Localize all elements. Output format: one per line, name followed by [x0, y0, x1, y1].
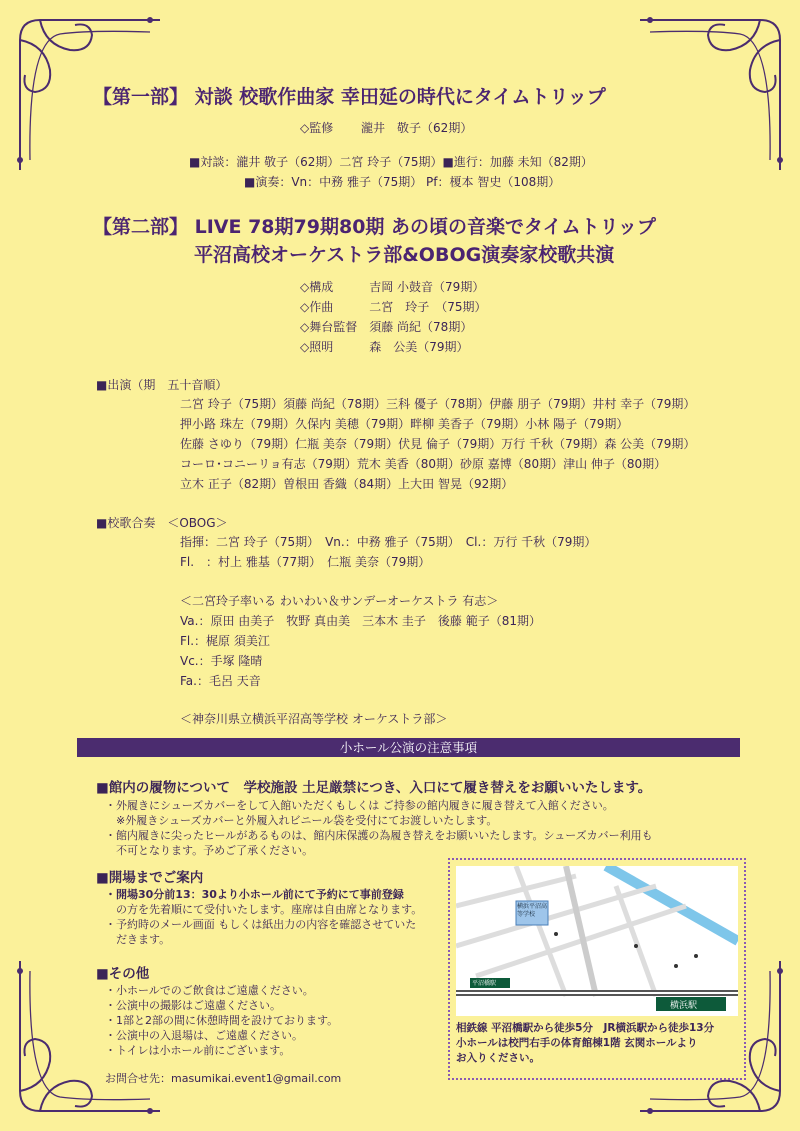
- map-caption: お入りください。: [456, 1052, 540, 1064]
- chorus-heading: ■校歌合奏 ＜OBOG＞: [96, 516, 228, 530]
- chorus-obog-line: 指揮：二宮 玲子（75期） Vn.：中務 雅子（75期） Cl.：万行 千秋（79期）: [180, 535, 597, 549]
- cast-line: 立木 正子（82期）曽根田 香織（84期）上大田 智晃（92期）: [180, 477, 514, 491]
- shoes-line: ※外履きシューズカバーと外履入れビニール袋を受付にてお渡しいたします。: [105, 814, 498, 827]
- shoes-heading: ■館内の履物について 学校施設 土足厳禁につき、入口にて履き替えをお願いいたします。: [96, 780, 652, 796]
- part1-title: 【第一部】 対談 校歌作曲家 幸田延の時代にタイムトリップ: [93, 86, 606, 108]
- notice-banner: 小ホール公演の注意事項: [77, 738, 740, 757]
- part1-supervisor: ◇監修 瀧井 敬子（62期）: [300, 121, 473, 135]
- orchestra-heading: ＜二宮玲子率いる わいわい＆サンデーオーケストラ 有志＞: [180, 594, 499, 608]
- shoes-line: ・外履きにシューズカバーをして入館いただくもしくは ご持参の館内履きに履き替えて入館ください。: [105, 799, 614, 812]
- open-line: ・開場30分前13：30より小ホール前にて予約にて事前登録: [105, 888, 404, 901]
- cast-line: 二宮 玲子（75期）須藤 尚紀（78期）三科 優子（78期）伊藤 朋子（79期）井村 幸子（79期）: [180, 397, 696, 411]
- orchestra-line: Vc.：手塚 隆晴: [180, 654, 263, 668]
- open-line: だきます。: [105, 933, 171, 946]
- orchestra-line: Va.：原田 由美子 牧野 真由美 三本木 圭子 後藤 範子（81期）: [180, 614, 541, 628]
- part2-title-line1: 【第二部】 LIVE 78期79期80期 あの頃の音楽でタイムトリップ: [93, 216, 656, 238]
- shoes-line: 不可となります。予めご了承ください。: [105, 844, 314, 857]
- part1-talk: ■対談：瀧井 敬子（62期）二宮 玲子（75期）■進行：加藤 未知（82期）: [189, 155, 593, 169]
- map-caption: 相鉄線 平沼橋駅から徒歩5分 JR横浜駅から徒歩13分: [456, 1022, 715, 1034]
- other-heading: ■その他: [96, 966, 150, 982]
- orchestra-line: Fa.：毛呂 天音: [180, 674, 261, 688]
- other-line: ・1部と2部の間に休憩時間を設けております。: [105, 1014, 339, 1027]
- part2-staff: ◇照明 森 公美（79期）: [300, 340, 469, 354]
- part2-title-line2: 平沼高校オーケストラ部&OBOG演奏家校歌共演: [194, 244, 615, 266]
- part2-staff: ◇舞台監督 須藤 尚紀（78期）: [300, 320, 473, 334]
- open-line: ・予約時のメール画面 もしくは紙出力の内容を確認させていた: [105, 918, 417, 931]
- open-heading: ■開場までご案内: [96, 870, 204, 886]
- map-school-label: 横浜平沼高等学校: [517, 903, 548, 918]
- access-map: [456, 866, 738, 1016]
- part1-perform: ■演奏：Vn：中務 雅子（75期） Pf：榎本 智史（108期）: [244, 175, 561, 189]
- chorus-obog-line: Fl. ：村上 雅基（77期） 仁瓶 美奈（79期）: [180, 555, 431, 569]
- access-map-box: [448, 858, 746, 1080]
- map-caption: 小ホールは校門右手の体育館棟1階 玄関ホールより: [456, 1037, 698, 1049]
- school-orchestra: ＜神奈川県立横浜平沼高等学校 オーケストラ部＞: [180, 712, 448, 726]
- contact-email[interactable]: お問合せ先：masumikai.event1@gmail.com: [105, 1072, 342, 1085]
- orchestra-line: Fl.：梶原 須美江: [180, 634, 270, 648]
- corner-ornament-top-right-icon: [630, 0, 800, 180]
- other-line: ・小ホールでのご飲食はご遠慮ください。: [105, 984, 314, 997]
- cast-heading: ■出演（期 五十音順）: [96, 378, 228, 392]
- cast-line: 押小路 珠左（79期）久保内 美穂（79期）畔柳 美香子（79期）小林 陽子（79期）: [180, 417, 629, 431]
- cast-line: コーロ･コニーリョ有志（79期）荒木 美香（80期）砂原 嘉博（80期）津山 伸子（80期）: [180, 457, 667, 471]
- map-graphic: [456, 866, 738, 1016]
- other-line: ・トイレは小ホール前にございます。: [105, 1044, 291, 1057]
- map-line-label: 平沼橋駅: [472, 980, 497, 987]
- part2-staff: ◇作曲 二宮 玲子 （75期）: [300, 300, 487, 314]
- open-line: の方を先着順にて受付いたします。座席は自由席となります。: [105, 903, 423, 916]
- part2-staff: ◇構成 吉岡 小鼓音（79期）: [300, 280, 485, 294]
- map-station-label: 横浜駅: [670, 1001, 698, 1011]
- other-line: ・公演中の撮影はご遠慮ください。: [105, 999, 281, 1012]
- cast-line: 佐藤 さゆり（79期）仁瓶 美奈（79期）伏見 倫子（79期）万行 千秋（79期）森 公美（79期）: [180, 437, 696, 451]
- other-line: ・公演中の入退場は、ご遠慮ください。: [105, 1029, 303, 1042]
- shoes-line: ・館内履きに尖ったヒールがあるものは、館内床保護の為履き替えをお願いいたします。シューズカバー利用も: [105, 829, 653, 842]
